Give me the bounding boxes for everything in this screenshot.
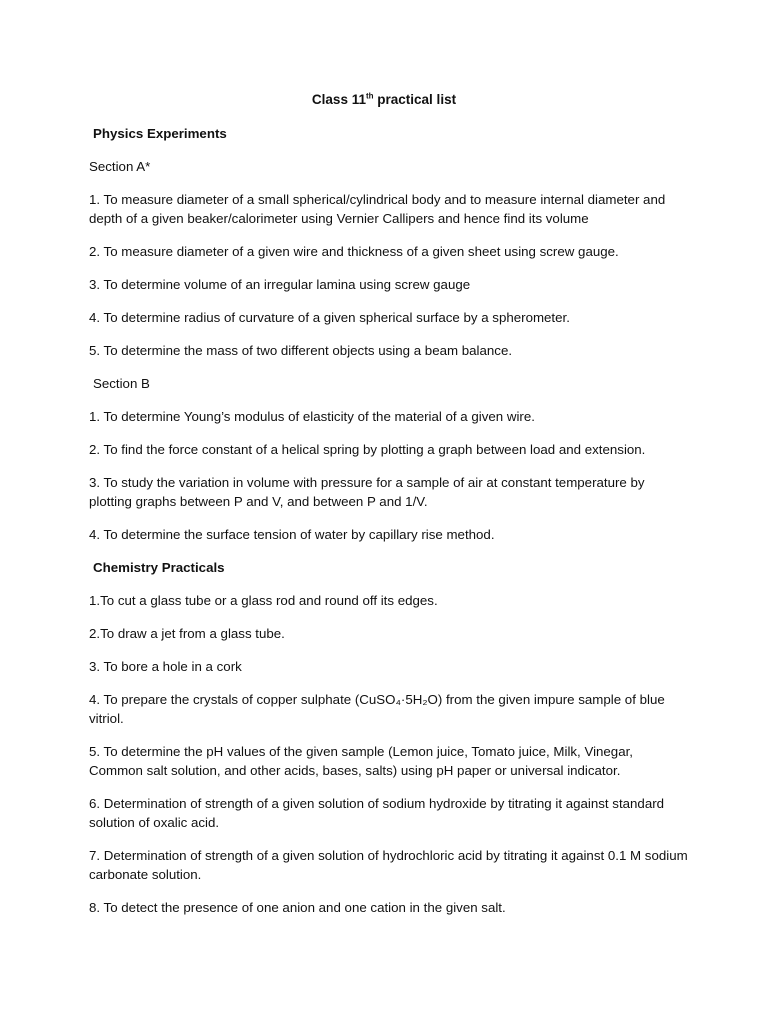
physics-b-item-3: 3. To study the variation in volume with pressure for a sample of air at constant temperature by plotting graphs between P and V, and between P and 1/V. [89, 475, 645, 509]
physics-b-item-4: 4. To determine the surface tension of water by capillary rise method. [89, 527, 495, 542]
chemistry-item-7: 7. Determination of strength of a given solution of hydrochloric acid by titrating it against 0.1 M sodium carbonate solution. [89, 848, 688, 882]
chemistry-item-6: 6. Determination of strength of a given solution of sodium hydroxide by titrating it against standard solution of oxalic acid. [89, 796, 665, 830]
chemistry-item-1: 1.To cut a glass tube or a glass rod and round off its edges. [89, 593, 438, 608]
title-superscript: th [365, 91, 374, 101]
physics-a-item-3: 3. To determine volume of an irregular lamina using screw gauge [89, 277, 471, 292]
physics-heading: Physics Experiments [93, 126, 227, 141]
physics-b-item-2: 2. To find the force constant of a helical spring by plotting a graph between load and extension. [89, 442, 646, 457]
physics-a-item-5: 5. To determine the mass of two different objects using a beam balance. [89, 343, 513, 358]
physics-a-item-1: 1. To measure diameter of a small spherical/cylindrical body and to measure internal diameter and depth of a given beaker/calorimeter using Vernier Callipers and hence find its volume [89, 192, 666, 226]
physics-b-item-1: 1. To determine Young’s modulus of elasticity of the material of a given wire. [89, 409, 535, 424]
chemistry-item-2: 2.To draw a jet from a glass tube. [89, 626, 285, 641]
chemistry-item-5: 5. To determine the pH values of the given sample (Lemon juice, Tomato juice, Milk, Vinegar, Common salt solution, and other acids, bases, salts) using pH paper or universal indicator. [89, 744, 633, 778]
chemistry-item-4: 4. To prepare the crystals of copper sulphate (CuSO₄·5H₂O) from the given impure sample of blue vitriol. [89, 692, 665, 726]
page-title [0, 92, 768, 107]
section-a-label: Section A* [89, 159, 151, 174]
chemistry-item-8: 8. To detect the presence of one anion and one cation in the given salt. [89, 900, 506, 915]
title-suffix: practical list [373, 92, 457, 107]
section-b-label: Section B [93, 376, 150, 391]
title-prefix: Class 11 [311, 92, 366, 107]
physics-a-item-4: 4. To determine radius of curvature of a given spherical surface by a spherometer. [89, 310, 570, 325]
chemistry-heading: Chemistry Practicals [93, 560, 225, 575]
chemistry-item-3: 3. To bore a hole in a cork [89, 659, 242, 674]
document-body [89, 124, 689, 931]
physics-a-item-2: 2. To measure diameter of a given wire and thickness of a given sheet using screw gauge. [89, 244, 619, 259]
